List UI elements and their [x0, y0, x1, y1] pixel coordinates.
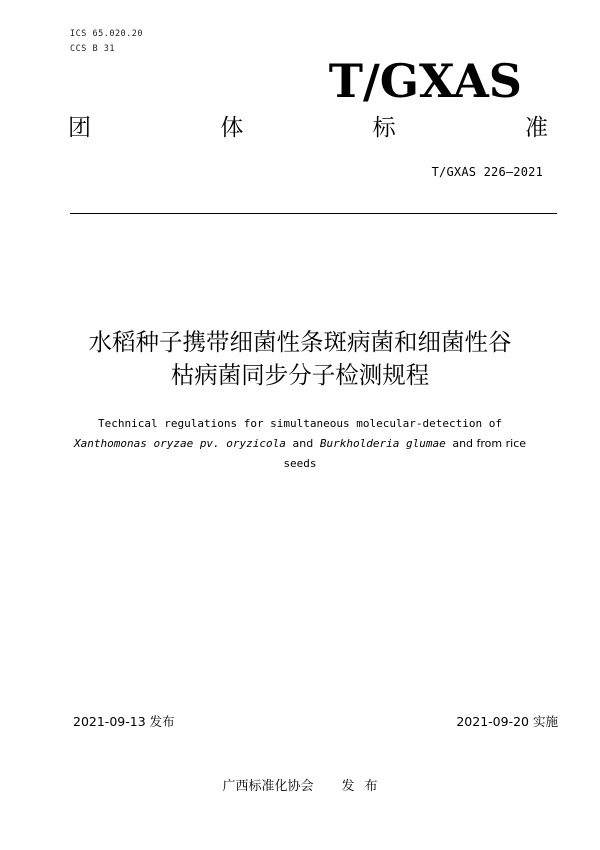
standard-brand-logo: T/GXAS [328, 54, 522, 108]
document-type-heading [68, 117, 548, 140]
implement-date-line [456, 716, 558, 729]
english-title-line-3: seeds [283, 457, 317, 470]
publisher-line [0, 780, 600, 793]
publish-char: 布 [364, 779, 378, 794]
species-name-xoo: Xanthomonas oryzae pv. oryzicola [73, 437, 286, 450]
ccs-code: CCS B 31 [70, 44, 115, 54]
header-divider [70, 213, 557, 214]
conjunction-and-from: and from rice [452, 437, 527, 450]
doc-type-char: 团 [68, 115, 91, 141]
english-title-line-2 [50, 434, 550, 454]
issue-label: 发布 [149, 714, 175, 729]
standard-number: T/GXAS 226—2021 [431, 165, 543, 179]
issue-date-line [73, 716, 175, 729]
chinese-title [40, 326, 560, 392]
conjunction-and: and [292, 437, 314, 450]
publisher-name: 广西标准化协会 [222, 779, 314, 794]
doc-type-char: 标 [372, 115, 396, 141]
english-title [50, 414, 550, 474]
implement-date: 2021-09-20 [456, 714, 529, 729]
doc-type-char: 体 [220, 115, 244, 141]
doc-type-char: 准 [524, 115, 548, 141]
chinese-title-line-2: 枯病菌同步分子检测规程 [170, 361, 430, 389]
issue-date: 2021-09-13 [73, 714, 146, 729]
species-name-burkholderia: Burkholderia glumae [319, 437, 446, 450]
ics-code: ICS 65.020.20 [70, 29, 144, 39]
publish-char: 发 [341, 779, 355, 794]
english-title-line-1: Technical regulations for simultaneous molecular-detection of [98, 417, 502, 430]
publish-label [341, 779, 377, 794]
chinese-title-line-1: 水稻种子携带细菌性条斑病菌和细菌性谷 [88, 328, 512, 356]
implement-label: 实施 [532, 714, 558, 729]
